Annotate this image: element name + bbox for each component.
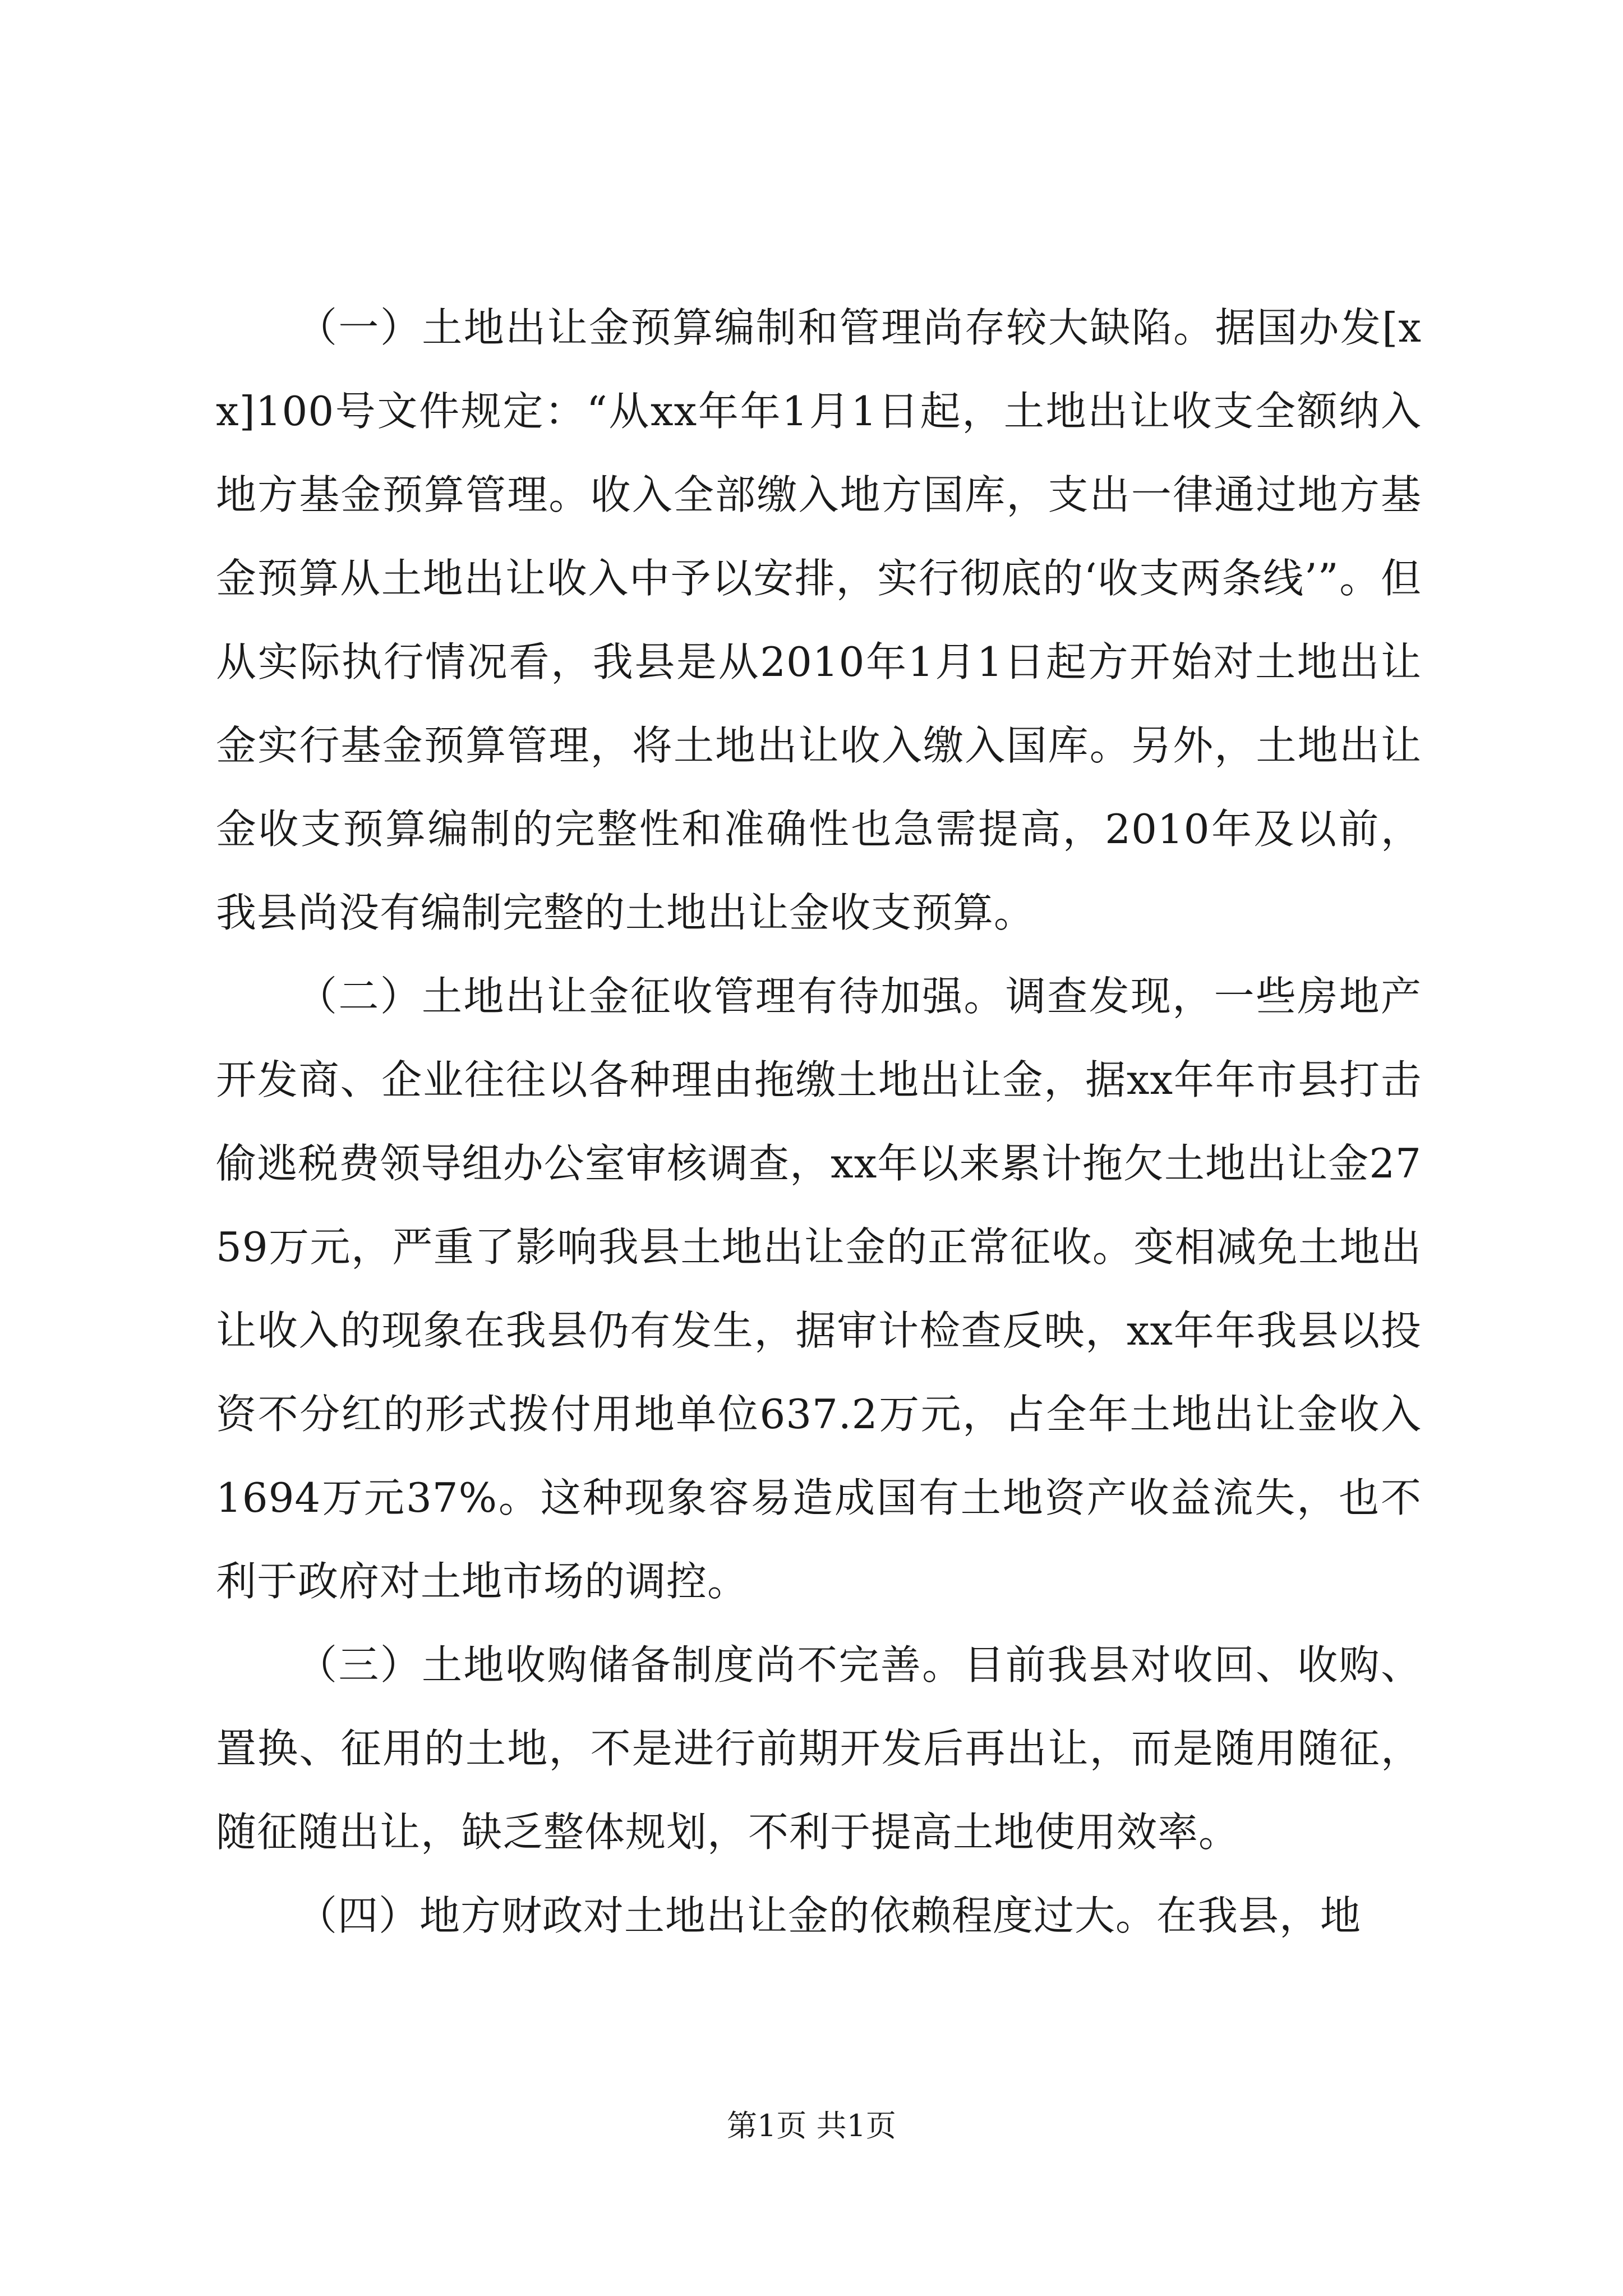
document-body [216,286,1422,1958]
paragraph-2: （二）土地出让金征收管理有待加强。调查发现，一些房地产开发商、企业往往以各种理由拖缴土地出让金，据xx年年市县打击偷逃税费领导组办公室审核调查，xx年以来累计拖欠土地出让金2759万元，严重了影响我县土地出让金的正常征收。变相减免土地出让收入的现象在我县仍有发生，据审计检查反映，xx年年我县以投资不分红的形式拨付用地单位637.2万元，占全年土地出让金收入1694万元37%。这种现象容易造成国有土地资产收益流失，也不利于政府对土地市场的调控。 [216,973,1422,1605]
paragraph-3: （三）土地收购储备制度尚不完善。目前我县对收回、收购、置换、征用的土地，不是进行前期开发后再出让，而是随用随征，随征随出让，缺乏整体规划，不利于提高土地使用效率。 [216,1641,1422,1856]
paragraph-1: （一）土地出让金预算编制和管理尚存较大缺陷。据国办发[xx]100号文件规定：“从xx年年1月1日起，土地出让收支全额纳入地方基金预算管理。收入全部缴入地方国库，支出一律通过地方基金预算从土地出让收入中予以安排，实行彻底的‘收支两条线’”。但从实际执行情况看，我县是从2010年1月1日起方开始对土地出让金实行基金预算管理，将土地出让收入缴入国库。另外，土地出让金收支预算编制的完整性和准确性也急需提高，2010年及以前，我县尚没有编制完整的土地出让金收支预算。 [216,304,1422,936]
page-footer: 第1页 共1页 [727,2108,896,2143]
paragraph-4: （四）地方财政对土地出让金的依赖程度过大。在我县，地 [297,1892,1362,1939]
